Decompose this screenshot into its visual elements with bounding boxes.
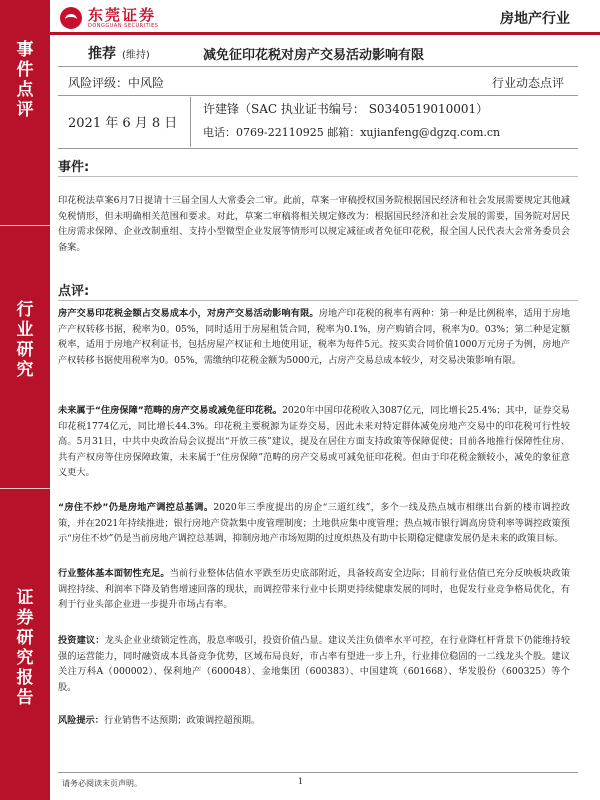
report-date: 2021 年 6 月 8 日 — [68, 116, 178, 131]
paragraph-text: 当前行业整体估值水平跌至历史底部附近，具备较高安全边际；目前行业估值已充分反映板块政策调控持续、利润率下降及销售增速回落的现状，而调控带来行业中长期更持续健康发展的同时，也促发行业竞争格局优化，有利于行业头部企业进一步提升市场占有率。 — [58, 568, 571, 610]
vertical-divider — [190, 97, 191, 147]
paragraph-text: 2020年中国印花税收入3087亿元，同比增长25.4%；其中，证券交易印花税1774亿元，同比增长44.3%。印花税主要税源为证券交易，因此未来对特定群体减免房地产交易中的印花税可行性较高。5月31日，中共中央政治局会议提出“开放三孩”建议，提及在居住方面支持政策等保障促使；目前各地推行保障性住房、共有产权房等住房保障政策，未来属于“住房保障”范畴的房产交易或可减免征印花税。但由于印花税金额较小，减免的象征意义更大。 — [58, 405, 570, 478]
comment-paragraph — [58, 403, 570, 481]
rating — [88, 43, 150, 63]
company-logo — [60, 4, 158, 32]
paragraph-lead: 风险提示： — [58, 715, 104, 726]
report-type: 行业动态点评 — [491, 76, 564, 90]
section-divider — [58, 176, 578, 177]
sidebar-label-industry-research: 行 业 研 究 — [16, 300, 34, 380]
sidebar-label-event-review: 事 件 点 评 — [16, 40, 34, 120]
report-title: 减免征印花税对房产交易活动影响有限 — [203, 48, 425, 63]
logo-icon — [60, 7, 82, 29]
comment-paragraph — [58, 566, 570, 613]
comment-heading: 点评: — [58, 284, 90, 299]
industry-label: 房地产行业 — [500, 11, 570, 27]
analyst-contact: 电话：0769-22110925 邮箱：xujianfeng@dgzq.com.cn — [203, 126, 501, 139]
event-heading: 事件: — [58, 160, 90, 175]
sidebar-divider — [0, 225, 50, 226]
comment-paragraph — [58, 633, 570, 695]
brand-name-en: DONGGUAN SECURITIES — [88, 23, 159, 29]
paragraph-lead: 投资建议： — [58, 635, 105, 646]
paragraph-lead: 未来属于“住房保障”范畴的房产交易或减免征印花税。 — [58, 405, 283, 416]
paragraph-text: 2020年三季度提出的房企“三道红线”，多个一线及热点城市相继出台新的楼市调控政策，并在2021年持续推进；银行房地产贷款集中度管理制度；土地供应集中度管理；热点城市银行调高房贷利率等调控政策预示“房住不炒”仍是当前房地产调控总基调，抑制房地产市场短期的过度炽热及有助中长期稳定健康发展仍是未来的政策目标。 — [58, 502, 570, 544]
paragraph-text: 龙头企业业绩锁定性高，股息率吸引，投资价值凸显。建议关注负债率水平可控，在行业降杠杆背景下仍能维持较强的运营能力，同时融资成本具备竞争优势，区域布局良好，市占率有望进一步上升，行业排位稳固的一二线龙头个股。建议关注万科A（000002）、保利地产（600048）、金地集团（600383）、中国建筑（601668）、华发股份（600325）等个股。 — [58, 635, 571, 693]
paragraph-lead: 房产交易印花税金额占交易成本小，对房产交易活动影响有限。 — [58, 308, 319, 319]
paragraph-text: 行业销售不达预期；政策调控超预期。 — [103, 715, 261, 726]
rating-note: (维持) — [122, 50, 150, 61]
left-sidebar — [0, 0, 50, 800]
paragraph-text: 房地产印花税的税率有两种：第一种是比例税率，适用于房地产产权转移书据，税率为0。05%，同时适用于房屋租赁合同，税率为0.1%，房产购销合同，税率为0。03%；第二种是定额税率，适用于房地产权利证书，包括房屋产权证和土地使用证，税率为每件5元。按买卖合同价值1000万元房子为例，房地产产权转移书据使用税率为0。05%，需缴纳印花税金额为5000元，占房产交易总成本较少，对交易决策影响有限。 — [58, 308, 570, 366]
footer-divider — [58, 772, 578, 773]
footer-disclaimer: 请务必阅读末页声明。 — [62, 779, 142, 788]
risk-rating: 风险评级：中风险 — [68, 76, 165, 90]
comment-paragraph — [58, 500, 570, 547]
divider — [58, 95, 578, 96]
brand-name-cn: 东莞证券 — [88, 6, 157, 24]
paragraph-lead: “房住不炒”仍是房地产调控总基调。 — [58, 502, 214, 513]
divider — [58, 148, 578, 149]
rating-value: 推荐 — [88, 46, 116, 62]
analyst-info: 许建锋（SAC 执业证书编号： S0340519010001） — [203, 102, 489, 116]
page-number: 1 — [298, 777, 304, 786]
event-text: 印花税法草案6月7日提请十三届全国人大常委会二审。此前，草案一审稿授权国务院根据国民经济和社会发展需要规定其他减免税情形，但未明确相关范围和要求。对此，草案二审稿将相关规定修改为：根据国民经济和社会发展的需要，国务院对居民住房需求保障、企业改制重组、支持小型微型企业发展等情形可以规定减征或者免征印花税，报全国人民代表大会常务委员会备案。 — [58, 195, 570, 253]
section-divider — [58, 300, 578, 301]
paragraph-lead: 行业整体基本面韧性充足。 — [58, 568, 170, 579]
sidebar-label-securities-report: 证 券 研 究 报 告 — [16, 588, 34, 708]
sidebar-divider — [0, 488, 50, 489]
comment-paragraph — [58, 713, 570, 729]
divider — [58, 66, 578, 67]
header-divider — [50, 32, 600, 35]
comment-paragraph — [58, 306, 570, 368]
